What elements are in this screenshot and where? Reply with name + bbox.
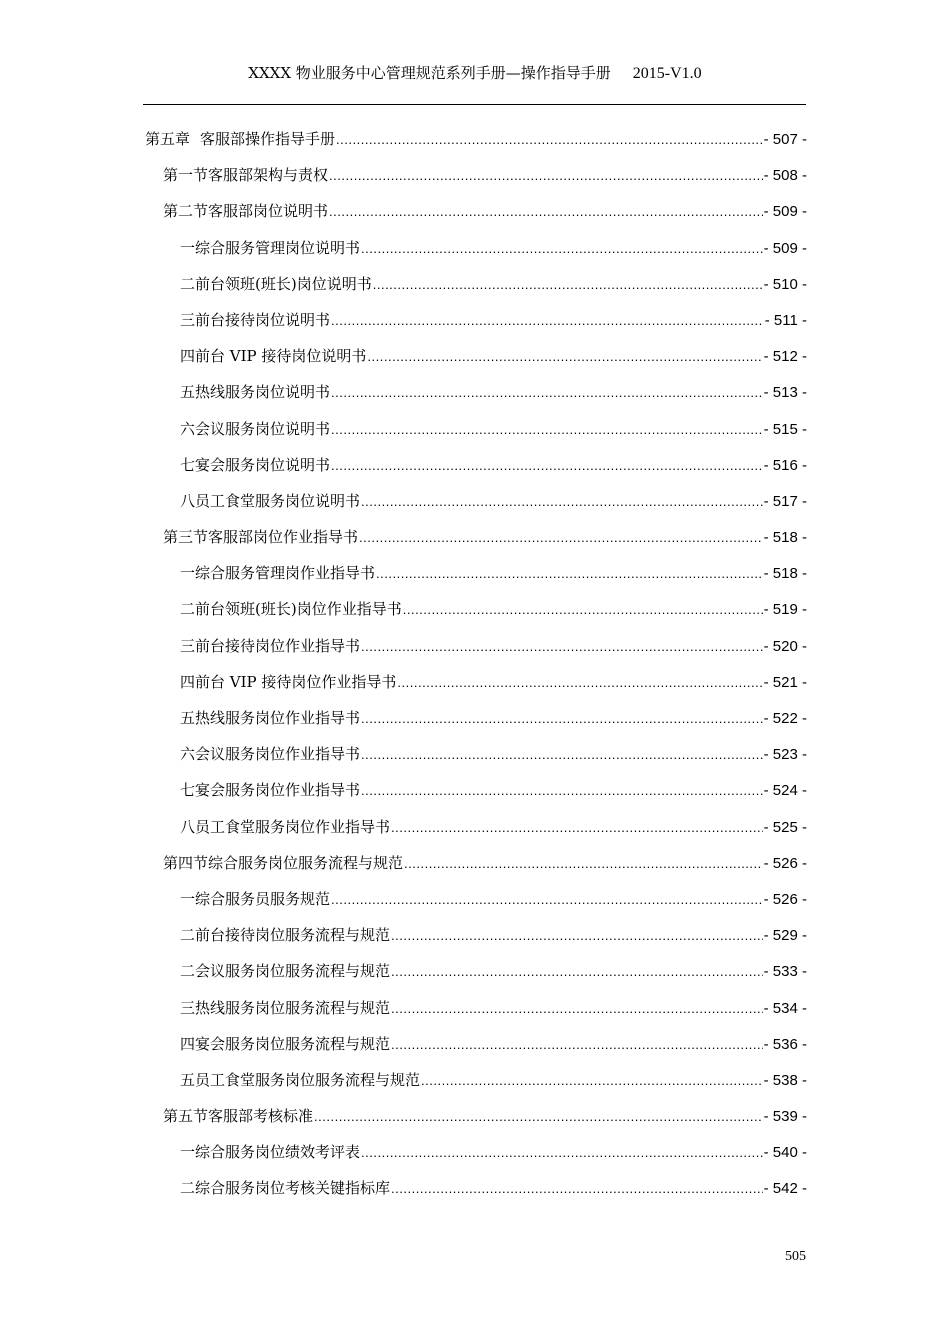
toc-entry-number: 二 xyxy=(180,274,196,293)
toc-entry-number: 七 xyxy=(180,455,196,474)
toc-dot-leader xyxy=(376,556,763,592)
toc-entry-page: - 508 - xyxy=(763,167,807,185)
toc-subsection-entry[interactable] xyxy=(145,230,807,266)
toc-dot-leader xyxy=(336,122,763,158)
toc-dot-leader xyxy=(373,267,763,303)
toc-entry-number: 一 xyxy=(180,564,196,583)
toc-entry-title: 综合服务岗位考核关键指标库 xyxy=(195,1179,391,1198)
toc-entry-page: - 509 - xyxy=(763,203,807,221)
toc-entry-page: - 517 - xyxy=(763,492,807,510)
toc-entry-title: 员工食堂服务岗位作业指导书 xyxy=(195,817,391,836)
toc-dot-leader xyxy=(361,231,763,267)
page-number: 505 xyxy=(785,1249,806,1264)
toc-entry-number: 四 xyxy=(180,1034,196,1053)
toc-entry-title: 综合服务岗位服务流程与规范 xyxy=(208,853,404,872)
toc-dot-leader xyxy=(391,1027,763,1063)
table-of-contents xyxy=(145,121,807,1207)
toc-dot-leader xyxy=(331,375,763,411)
toc-entry-title: 会议服务岗位作业指导书 xyxy=(195,745,361,764)
toc-dot-leader xyxy=(331,448,763,484)
toc-entry-title: 客服部架构与责权 xyxy=(208,166,329,185)
toc-subsection-entry[interactable] xyxy=(145,1062,807,1098)
toc-entry-title: 客服部操作指导手册 xyxy=(200,130,336,148)
toc-entry-number: 三 xyxy=(180,636,196,655)
page-header xyxy=(145,62,805,83)
header-divider xyxy=(143,104,806,105)
toc-entry-number: 八 xyxy=(180,817,196,836)
toc-dot-leader xyxy=(361,1135,763,1171)
toc-entry-number: 三 xyxy=(180,310,196,329)
toc-entry-page: - 536 - xyxy=(763,1035,807,1053)
toc-entry-page: - 512 - xyxy=(763,348,807,366)
toc-entry-title: 员工食堂服务岗位说明书 xyxy=(195,491,361,510)
toc-dot-leader xyxy=(403,592,763,628)
toc-dot-leader xyxy=(359,520,763,556)
toc-subsection-entry[interactable] xyxy=(145,483,807,519)
toc-entry-title: 热线服务岗位说明书 xyxy=(195,383,331,402)
toc-subsection-entry[interactable] xyxy=(145,447,807,483)
toc-entry-number: 第五节 xyxy=(163,1107,209,1126)
toc-entry-page: - 507 - xyxy=(763,131,807,148)
toc-dot-leader xyxy=(314,1099,763,1135)
toc-entry-number: 第二节 xyxy=(163,202,209,221)
toc-entry-title: 客服部岗位说明书 xyxy=(208,202,329,221)
toc-subsection-entry[interactable] xyxy=(145,700,807,736)
toc-entry-page: - 511 - xyxy=(764,311,807,329)
toc-entry-page: - 539 - xyxy=(763,1108,807,1126)
toc-section-entry[interactable] xyxy=(145,519,807,555)
header-version: 2015-V1.0 xyxy=(632,65,702,82)
toc-entry-title: 前台接待岗位作业指导书 xyxy=(195,636,361,655)
toc-dot-leader xyxy=(404,846,763,882)
toc-entry-number: 第五章 xyxy=(145,130,191,148)
toc-entry-number: 六 xyxy=(180,419,196,438)
toc-dot-leader xyxy=(391,991,763,1027)
toc-dot-leader xyxy=(367,339,762,375)
toc-entry-title: 综合服务管理岗作业指导书 xyxy=(195,564,376,583)
toc-entry-title: 前台领班(班长)岗位说明书 xyxy=(195,274,372,293)
toc-subsection-entry[interactable] xyxy=(145,664,807,700)
toc-entry-title: 综合服务岗位绩效考评表 xyxy=(195,1143,361,1162)
toc-entry-number: 第三节 xyxy=(163,528,209,547)
toc-entry-page: - 529 - xyxy=(763,927,807,945)
toc-dot-leader xyxy=(391,918,763,954)
toc-subsection-entry[interactable] xyxy=(145,555,807,591)
toc-entry-page: - 518 - xyxy=(763,529,807,547)
toc-entry-title: 宴会服务岗位服务流程与规范 xyxy=(195,1034,391,1053)
toc-entry-number: 一 xyxy=(180,1143,196,1162)
toc-entry-page: - 526 - xyxy=(763,854,807,872)
toc-entry-title: 综合服务员服务规范 xyxy=(195,889,331,908)
toc-entry-number: 二 xyxy=(180,962,196,981)
toc-dot-leader xyxy=(421,1063,763,1099)
toc-subsection-entry[interactable] xyxy=(145,266,807,302)
toc-entry-title: 员工食堂服务岗位服务流程与规范 xyxy=(195,1070,421,1089)
toc-entry-number: 一 xyxy=(180,889,196,908)
toc-entry-number: 五 xyxy=(180,1070,196,1089)
toc-subsection-entry[interactable] xyxy=(145,736,807,772)
toc-entry-page: - 516 - xyxy=(763,456,807,474)
toc-subsection-entry[interactable] xyxy=(145,1134,807,1170)
toc-subsection-entry[interactable] xyxy=(145,374,807,410)
toc-entry-number: 第一节 xyxy=(163,166,209,185)
toc-dot-leader xyxy=(331,412,763,448)
toc-subsection-entry[interactable] xyxy=(145,628,807,664)
toc-entry-title: 前台接待岗位服务流程与规范 xyxy=(195,926,391,945)
toc-dot-leader xyxy=(361,484,763,520)
toc-entry-title: 客服部岗位作业指导书 xyxy=(208,528,359,547)
toc-entry-page: - 520 - xyxy=(763,637,807,655)
toc-entry-page: - 525 - xyxy=(763,818,807,836)
toc-entry-number: 四 xyxy=(180,347,196,366)
toc-entry-title: 宴会服务岗位作业指导书 xyxy=(195,781,361,800)
toc-entry-title: 前台 VIP 接待岗位说明书 xyxy=(195,347,367,366)
header-title: XXXX 物业服务中心管理规范系列手册—操作指导手册 xyxy=(248,64,611,82)
toc-entry-page: - 533 - xyxy=(763,963,807,981)
toc-section-entry[interactable] xyxy=(145,1098,807,1134)
toc-entry-page: - 524 - xyxy=(763,782,807,800)
toc-dot-leader xyxy=(331,882,763,918)
toc-entry-number: 第四节 xyxy=(163,853,209,872)
toc-subsection-entry[interactable] xyxy=(145,338,807,374)
toc-entry-number: 七 xyxy=(180,781,196,800)
toc-subsection-entry[interactable] xyxy=(145,881,807,917)
toc-chapter-entry[interactable] xyxy=(145,121,807,157)
toc-dot-leader xyxy=(391,954,763,990)
toc-entry-page: - 515 - xyxy=(763,420,807,438)
toc-entry-number: 五 xyxy=(180,383,196,402)
toc-entry-page: - 509 - xyxy=(763,239,807,257)
toc-entry-page: - 522 - xyxy=(763,710,807,727)
toc-entry-title: 会议服务岗位服务流程与规范 xyxy=(195,962,391,981)
toc-entry-page: - 513 - xyxy=(763,384,807,402)
toc-entry-title: 热线服务岗位作业指导书 xyxy=(195,709,361,727)
toc-subsection-entry[interactable] xyxy=(145,411,807,447)
toc-entry-number: 五 xyxy=(180,709,196,727)
toc-entry-page: - 540 - xyxy=(763,1144,807,1162)
toc-section-entry[interactable] xyxy=(145,193,807,229)
toc-entry-page: - 519 - xyxy=(763,601,807,619)
toc-entry-title: 客服部考核标准 xyxy=(208,1107,314,1126)
toc-entry-number: 六 xyxy=(180,745,196,764)
toc-subsection-entry[interactable] xyxy=(145,809,807,845)
toc-section-entry[interactable] xyxy=(145,157,807,193)
toc-entry-number: 二 xyxy=(180,926,196,945)
toc-dot-leader xyxy=(361,737,763,773)
toc-section-entry[interactable] xyxy=(145,845,807,881)
toc-entry-title: 前台 VIP 接待岗位作业指导书 xyxy=(195,672,397,691)
toc-entry-title: 前台领班(班长)岗位作业指导书 xyxy=(195,600,402,619)
toc-entry-title: 宴会服务岗位说明书 xyxy=(195,455,331,474)
toc-entry-number: 八 xyxy=(180,491,196,510)
toc-entry-number: 三 xyxy=(180,998,196,1017)
toc-entry-page: - 534 - xyxy=(763,999,807,1017)
toc-entry-number: 一 xyxy=(180,238,196,257)
toc-entry-title: 会议服务岗位说明书 xyxy=(195,419,331,438)
toc-dot-leader xyxy=(391,810,763,846)
toc-entry-number: 二 xyxy=(180,600,196,619)
toc-dot-leader xyxy=(331,303,764,339)
toc-entry-page: - 521 - xyxy=(763,673,807,691)
toc-dot-leader xyxy=(361,701,763,737)
toc-entry-number: 二 xyxy=(180,1179,196,1198)
toc-subsection-entry[interactable] xyxy=(145,302,807,338)
toc-subsection-entry[interactable] xyxy=(145,1026,807,1062)
toc-dot-leader xyxy=(361,629,763,665)
toc-dot-leader xyxy=(329,158,763,194)
toc-dot-leader xyxy=(397,665,762,701)
toc-dot-leader xyxy=(361,773,763,809)
toc-entry-page: - 518 - xyxy=(763,565,807,583)
toc-entry-page: - 523 - xyxy=(763,746,807,764)
toc-subsection-entry[interactable] xyxy=(145,917,807,953)
toc-entry-page: - 510 - xyxy=(763,275,807,293)
toc-entry-title: 综合服务管理岗位说明书 xyxy=(195,238,361,257)
toc-subsection-entry[interactable] xyxy=(145,990,807,1026)
toc-subsection-entry[interactable] xyxy=(145,1170,807,1206)
toc-entry-page: - 526 - xyxy=(763,890,807,908)
toc-dot-leader xyxy=(391,1171,763,1207)
toc-entry-title: 热线服务岗位服务流程与规范 xyxy=(195,998,391,1017)
toc-subsection-entry[interactable] xyxy=(145,953,807,989)
toc-subsection-entry[interactable] xyxy=(145,772,807,808)
toc-subsection-entry[interactable] xyxy=(145,591,807,627)
toc-entry-page: - 542 - xyxy=(763,1180,807,1198)
toc-entry-title: 前台接待岗位说明书 xyxy=(195,310,331,329)
toc-entry-number: 四 xyxy=(180,672,196,691)
toc-entry-page: - 538 - xyxy=(763,1071,807,1089)
toc-dot-leader xyxy=(329,194,763,230)
